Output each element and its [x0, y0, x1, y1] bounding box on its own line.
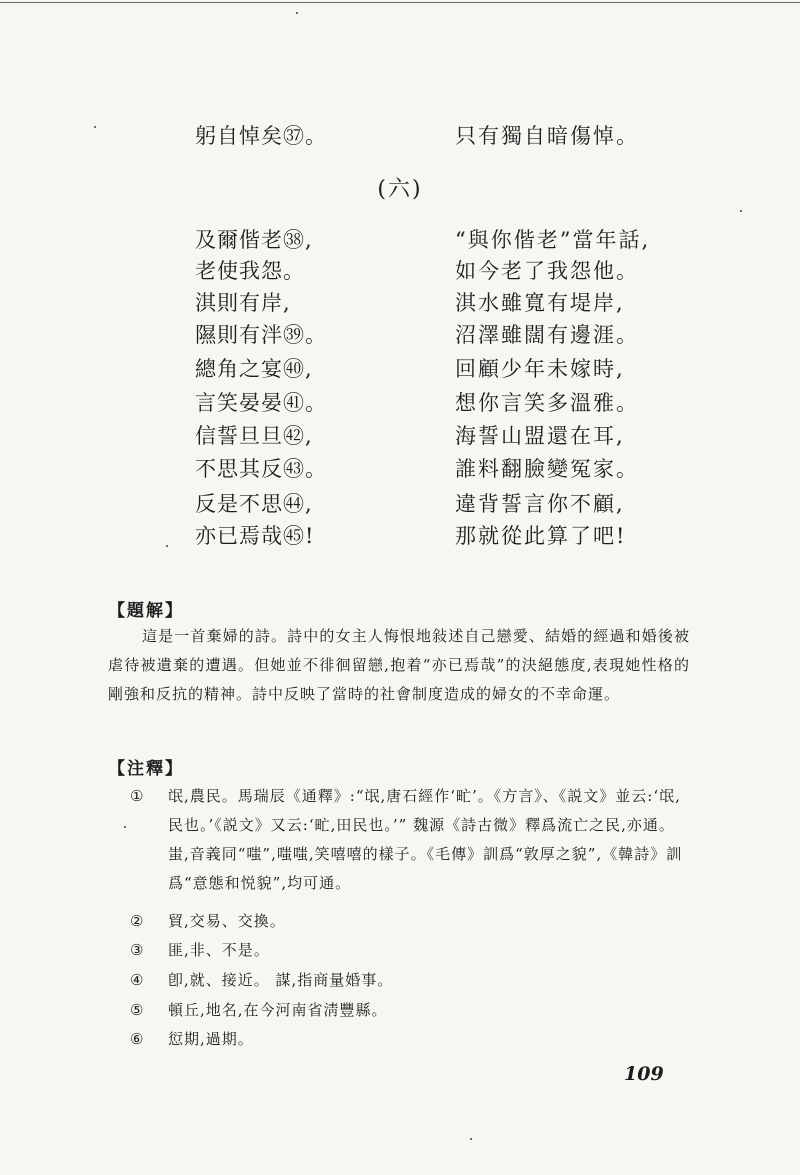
poem-line	[0, 385, 800, 421]
poem-translation-line: 那就從此算了吧!	[455, 524, 627, 548]
poem-original-line: 言笑晏晏㊶。	[195, 391, 327, 415]
poem-line	[0, 118, 800, 154]
poem-original-line: 淇則有岸,	[195, 291, 291, 315]
poem-line	[0, 317, 800, 353]
annotation-note	[108, 966, 690, 995]
note-number: ②	[130, 912, 145, 930]
poem-line	[0, 418, 800, 454]
poem-line	[0, 285, 800, 321]
poem-original-line: 老使我怨。	[195, 259, 305, 283]
poem-original-line: 隰則有泮㊴。	[195, 323, 327, 347]
poem-translation-line: 回顧少年未嫁時,	[455, 357, 625, 381]
tijie-paragraph: 這是一首棄婦的詩。詩中的女主人悔恨地敍述自己戀愛、結婚的經過和婚後被虐待被遺棄的遭遇。但她並不徘徊留戀,抱着“亦已焉哉”的決絕態度,表現她性格的剛強和反抗的精神。詩中反映了當時的社會制度造成的婦女的不幸命運。	[108, 627, 690, 703]
scan-speck	[470, 1138, 472, 1140]
poem-line	[0, 351, 800, 387]
poem-original-line: 總角之宴㊵,	[195, 357, 313, 381]
note-text: 卽,就、接近。 謀,指商量婚事。	[168, 971, 394, 989]
zhushi-heading: 【注釋】	[108, 759, 184, 779]
note-text: 氓,農民。馬瑞辰《通釋》:“氓,唐石經作‘甿’。《方言》、《説文》並云:‘氓,民也。’《説文》又云:‘甿,田民也。’” 魏源《詩古微》釋爲流亡之民,亦通。蚩,音義同“嗤”,嗤嗤,笑嘻嘻的樣子。《毛傳》訓爲“敦厚之貌”,《韓詩》訓爲“意態和悦貌”,均可通。	[168, 787, 683, 892]
poem-original-line: 躬自悼矣㊲。	[195, 124, 327, 148]
poem-translation-line: 違背誓言你不顧,	[455, 492, 625, 516]
poem-translation-line: 淇水雖寬有堤岸,	[455, 291, 625, 315]
poem-line	[0, 486, 800, 522]
poem-translation-line: 只有獨自暗傷悼。	[455, 124, 639, 148]
scan-speck	[740, 210, 742, 212]
poem-line	[0, 451, 800, 487]
top-rule	[0, 2, 800, 3]
tijie-heading: 【題解】	[108, 601, 184, 621]
note-text: 貿,交易、交換。	[168, 912, 286, 930]
note-number: ④	[130, 971, 145, 989]
poem-line	[0, 253, 800, 289]
poem-line	[0, 518, 800, 554]
scan-speck	[166, 545, 168, 547]
poem-original-line: 不思其反㊸。	[195, 457, 327, 481]
scan-speck	[124, 826, 126, 828]
poem-original-line: 反是不思㊹,	[195, 492, 313, 516]
annotation-note	[108, 907, 690, 936]
note-text: 愆期,過期。	[168, 1030, 254, 1048]
scan-speck	[94, 126, 96, 128]
note-text: 匪,非、不是。	[168, 941, 270, 959]
annotation-note	[108, 1025, 690, 1054]
annotation-note	[108, 782, 690, 898]
annotation-note	[108, 936, 690, 965]
note-number: ③	[130, 941, 145, 959]
note-text: 頓丘,地名,在今河南省淸豐縣。	[168, 1001, 388, 1019]
poem-original-line: 及爾偕老㊳,	[195, 228, 313, 252]
poem-translation-line: 想你言笑多溫雅。	[455, 391, 639, 415]
section-number: (六)	[377, 177, 423, 202]
poem-original-line: 信誓旦旦㊷,	[195, 424, 313, 448]
poem-original-line: 亦已焉哉㊺!	[195, 524, 315, 548]
note-number: ①	[130, 787, 145, 805]
page-number: 109	[624, 1063, 664, 1085]
poem-translation-line: “與你偕老”當年話,	[455, 228, 651, 252]
poem-translation-line: 海誓山盟還在耳,	[455, 424, 625, 448]
annotation-note	[108, 996, 690, 1025]
scan-speck	[296, 12, 298, 14]
poem-translation-line: 如今老了我怨他。	[455, 259, 639, 283]
poem-translation-line: 誰料翻臉變冤家。	[455, 457, 639, 481]
note-number: ⑥	[130, 1030, 145, 1048]
note-number: ⑤	[130, 1001, 145, 1019]
poem-translation-line: 沼澤雖闊有邊涯。	[455, 323, 639, 347]
